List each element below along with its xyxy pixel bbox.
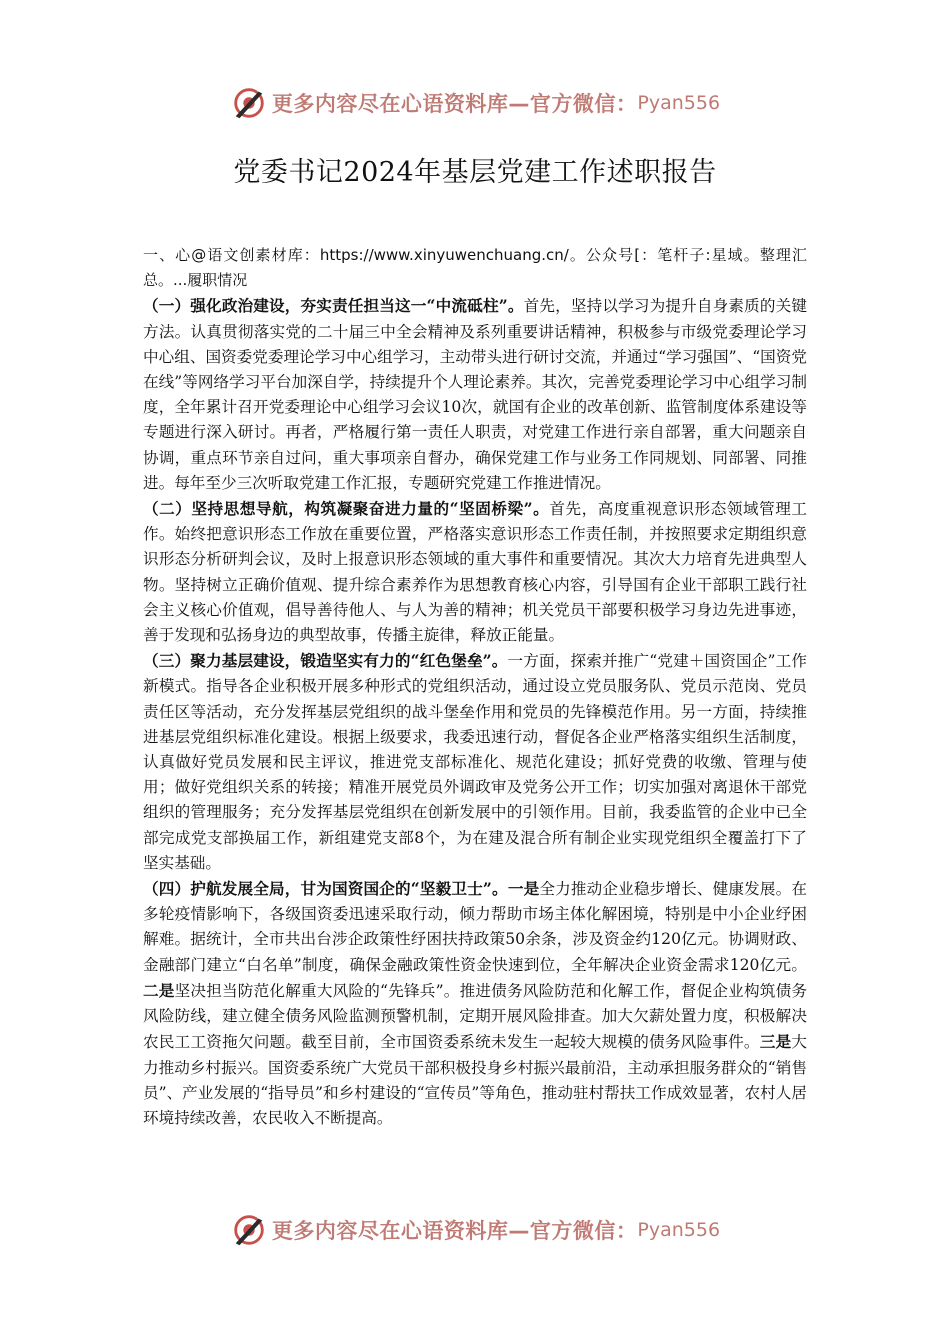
section-lead: （一）强化政治建设，夯实责任担当这一“中流砥柱”。 [143, 296, 524, 316]
document-title: 党委书记2024年基层党建工作述职报告 [233, 157, 717, 188]
section-paragraph [143, 876, 807, 1131]
quill-logo-icon [230, 84, 268, 122]
section-lead: （四）护航发展全局，甘为国资国企的“坚毅卫士”。 [143, 879, 508, 899]
ordinal-marker: 三是 [759, 1032, 792, 1052]
section-paragraph [143, 648, 807, 876]
paragraph-text: 大力推动乡村振兴。国资委系统广大党员干部积极投身乡村振兴最前沿，主动承担服务群众的“销售员”、产业发展的“指导员”和乡村建设的“宣传员”等角色，推动驻村帮扶工作成效显著，农村人居环境持续改善，农民收入不断提高。 [143, 1033, 807, 1127]
section-paragraph [143, 293, 807, 496]
sections-container [143, 293, 807, 1131]
paragraph-text: 首先，高度重视意识形态领域管理工作。始终把意识形态工作放在重要位置，严格落实意识形态工作责任制，并按照要求定期组织意识形态分析研判会议，及时上报意识形态领域的重大事件和重要情况。其次大力培育先进典型人物。坚持树立正确价值观、提升综合素养作为思想教育核心内容，引导国有企业干部职工践行社会主义核心价值观，倡导善待他人、与人为善的精神；机关党员干部要积极学习身边先进事迹，善于发现和弘扬身边的典型故事，传播主旋律，释放正能量。 [143, 500, 807, 645]
quill-logo-icon [230, 1211, 268, 1249]
paragraph-text: 全力推动企业稳步增长、健康发展。在多轮疫情影响下，各级国资委迅速采取行动，倾力帮助市场主体化解困境，特别是中小企业纾困解难。据统计，全市共出台涉企政策性纾困扶持政策50余条，涉及资金约120亿元。协调财政、金融部门建立“白名单”制度，确保金融政策性资金快速到位，全年解决企业资金需求120亿元。 [143, 880, 807, 974]
paragraph-text: 首先，坚持以学习为提升自身素质的关键方法。认真贯彻落实党的二十届三中全会精神及系列重要讲话精神，积极参与市级党委理论学习中心组、国资委党委理论学习中心组学习，主动带头进行研讨交流，并通过“学习强国”、“国资党在线”等网络学习平台加深自学，持续提升个人理论素养。其次，完善党委理论学习中心组学习制度，全年累计召开党委理论中心组学习会议10次，就国有企业的改革创新、监管制度体系建设等专题进行深入研讨。再者，严格履行第一责任人职责，对党建工作进行亲自部署，重大问题亲自协调，重点环节亲自过问，重大事项亲自督办，确保党建工作与业务工作同规划、同部署、同推进。每年至少三次听取党建工作汇报，专题研究党建工作推进情况。 [143, 297, 807, 492]
ordinal-marker: 二是 [143, 980, 175, 1000]
paragraph-text: 一方面，探索并推广“党建＋国资国企”工作新模式。指导各企业积极开展多种形式的党组织活动，通过设立党员服务队、党员示范岗、党员责任区等活动，充分发挥基层党组织的战斗堡垒作用和党员的先锋模范作用。另一方面，持续推进基层党组织标准化建设。根据上级要求，我委迅速行动，督促各企业严格落实组织生活制度，认真做好党员发展和民主评议，推进党支部标准化、规范化建设；抓好党费的收缴、管理与使用；做好党组织关系的转接；精准开展党员外调政审及党务公开工作；切实加强对离退休干部党组织的管理服务；充分发挥基层党组织在创新发展中的引领作用。目前，我委监管的企业中已全部完成党支部换届工作，新组建党支部8个，为在建及混合所有制企业实现党组织全覆盖打下了坚实基础。 [143, 652, 807, 872]
ordinal-marker: 一是 [507, 879, 540, 899]
header-banner [0, 80, 950, 126]
section-lead: （二）坚持思想导航，构筑凝聚奋进力量的“坚固桥梁”。 [143, 499, 550, 519]
document-body [143, 243, 807, 1131]
footer-banner [0, 1207, 950, 1253]
section-paragraph [143, 496, 807, 648]
paragraph-text: 坚决担当防范化解重大风险的“先锋兵”。推进债务风险防范和化解工作，督促企业构筑债务风险防线，建立健全债务风险监测预警机制，定期开展风险排查。加大欠薪处置力度，积极解决农民工工资拖欠问题。截至目前，全市国资委系统未发生一起较大规模的债务风险事件。 [143, 981, 807, 1052]
section-heading: 一、心@语文创素材库：https://www.xinyuwenchuang.cn/。公众号[：笔杆子:星域。整理汇总。...履职情况 [143, 246, 807, 290]
banner-wechat-id: Pyan556 [637, 1219, 721, 1241]
banner-text: 更多内容尽在心语资料库—官方微信： [271, 1219, 638, 1243]
banner-wechat-id: Pyan556 [637, 92, 721, 114]
section-lead: （三）聚力基层建设，锻造坚实有力的“红色堡垒”。 [143, 651, 508, 671]
banner-text: 更多内容尽在心语资料库—官方微信： [271, 92, 638, 116]
